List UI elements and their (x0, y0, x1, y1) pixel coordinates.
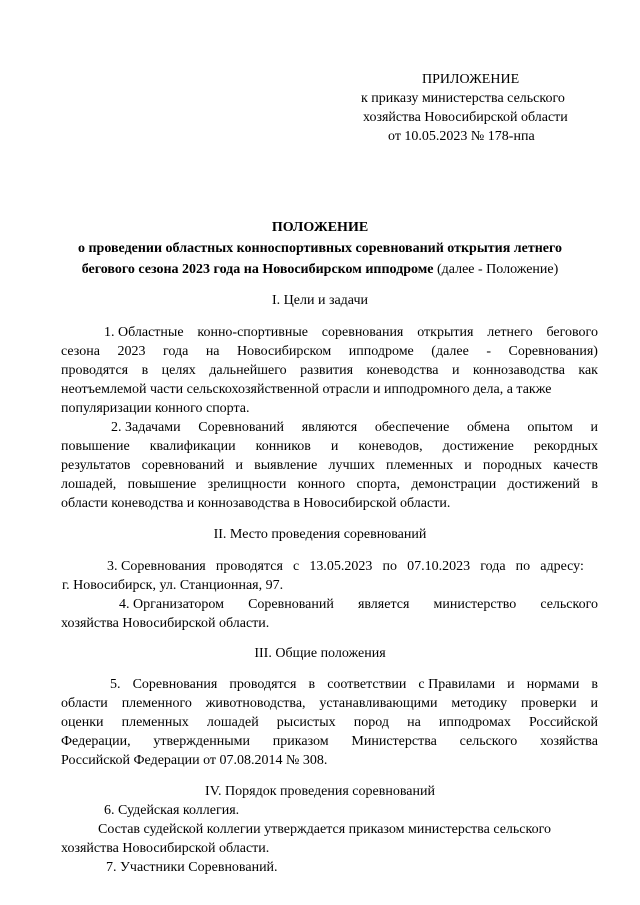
word: являются (301, 420, 358, 435)
word: Соревнования) (508, 344, 598, 359)
word: года (162, 344, 189, 359)
word: 1. Областные (104, 325, 184, 340)
word: дальнейшего (209, 363, 287, 378)
word: 13.05.2023 (309, 559, 373, 574)
word: проверки (521, 696, 577, 711)
word: Соревнований (248, 597, 334, 612)
word: Соревнования (132, 677, 218, 692)
word: проводятся (61, 363, 129, 378)
word: пород (353, 715, 389, 730)
p6-line-2: Состав судейской коллегии утверждается приказом министерства сельского (98, 822, 551, 837)
word: ипподромах (438, 715, 511, 730)
p2-line-1 (111, 420, 598, 436)
section-2-heading: II. Место проведения соревнований (213, 527, 427, 542)
p2-line-4 (61, 477, 598, 493)
word: демонстрации (411, 477, 497, 492)
section-3-heading: III. Общие положения (254, 646, 386, 661)
word: племенных (385, 458, 454, 473)
word: соревнования (321, 325, 404, 340)
word: проводятся (215, 559, 283, 574)
word: 2. Задачами (111, 420, 181, 435)
word: проводятся (229, 677, 297, 692)
word: приказом (272, 734, 329, 749)
word: и (235, 458, 243, 473)
word: как (578, 363, 598, 378)
word: зрелищности (207, 477, 287, 492)
p6-line-3: хозяйства Новосибирской области. (61, 841, 270, 856)
appendix-line-1: к приказу министерства сельского (361, 91, 565, 106)
word: нормами (526, 677, 580, 692)
appendix-title: ПРИЛОЖЕНИЕ (422, 72, 520, 87)
word: рекордных (533, 439, 598, 454)
p5-line-2 (61, 696, 598, 712)
word: является (357, 597, 410, 612)
word: 3. Соревнования (107, 559, 206, 574)
word: конно-спортивные (197, 325, 308, 340)
word: открытия (417, 325, 474, 340)
word: лошадей (206, 715, 259, 730)
appendix-line-3: от 10.05.2023 № 178-нпа (388, 129, 535, 144)
word: и (507, 677, 515, 692)
document-subtitle-2-bold: бегового сезона 2023 года на Новосибирском ипподроме (81, 262, 434, 277)
word: опытом (527, 420, 573, 435)
word: устанавливающими (319, 696, 438, 711)
word: утвержденными (153, 734, 251, 749)
p3-line-1 (107, 559, 584, 575)
p4-line-2: хозяйства Новосибирской области. (61, 616, 270, 631)
p1-line-3 (61, 363, 598, 379)
word: Новосибирском (237, 344, 332, 359)
word: достижений (507, 477, 581, 492)
word: бегового (546, 325, 598, 340)
p2-line-3 (61, 458, 598, 474)
p2-line-5: области коневодства и коннозаводства в Новосибирской области. (61, 496, 451, 511)
word: конного (297, 477, 346, 492)
p1-line-4: неотъемлемой части сельскохозяйственной отрасли и ипподромного дела, а также (61, 382, 552, 397)
word: и (330, 439, 339, 454)
p1-line-1 (104, 325, 598, 341)
word: сельского (540, 597, 598, 612)
word: лошадей, (61, 477, 117, 492)
word: с (293, 559, 300, 574)
word: коневодства (366, 363, 439, 378)
p6-line-4: 7. Участники Соревнований. (106, 860, 278, 875)
word: племенного (121, 696, 192, 711)
p1-line-2 (61, 344, 598, 360)
word: племенных (121, 715, 189, 730)
word: 5. (110, 677, 121, 692)
word: коннозаводства (472, 363, 565, 378)
word: (далее (431, 344, 469, 359)
word: сезона (61, 344, 100, 359)
p5-line-5: Российской Федерации от 07.08.2014 № 308. (61, 753, 328, 768)
word: развития (300, 363, 354, 378)
word: конников (255, 439, 311, 454)
document-subtitle-1: о проведении областных конноспортивных соревнований открытия летнего (77, 241, 563, 256)
word: и (464, 458, 472, 473)
word: - (486, 344, 492, 359)
word: целях (161, 363, 196, 378)
word: в (141, 363, 149, 378)
word: 07.10.2023 (407, 559, 471, 574)
p5-line-4 (61, 734, 598, 750)
word: адресу: (540, 559, 584, 574)
word: по (382, 559, 397, 574)
p2-line-2 (61, 439, 598, 455)
word: области (61, 696, 108, 711)
word: с Правилами (418, 677, 496, 692)
word: и (590, 420, 598, 435)
section-4-heading: IV. Порядок проведения соревнований (205, 784, 435, 799)
word: и (451, 363, 460, 378)
word: достижение (442, 439, 514, 454)
word: породных (482, 458, 543, 473)
word: на (407, 715, 421, 730)
word: соревнований (141, 458, 225, 473)
word: 4. Организатором (119, 597, 224, 612)
p5-line-1 (110, 677, 598, 693)
word: в (308, 677, 316, 692)
word: качеств (553, 458, 598, 473)
word: квалификации (149, 439, 236, 454)
document-subtitle-2-rest: (далее - Положение) (433, 262, 559, 277)
p6-line-1: 6. Судейская коллегия. (104, 803, 240, 818)
word: министерство (433, 597, 517, 612)
word: Федерации, (61, 734, 131, 749)
word: коневодов, (358, 439, 423, 454)
word: сельского (459, 734, 518, 749)
word: соответствии (327, 677, 407, 692)
word: на (205, 344, 220, 359)
word: рысистых (276, 715, 336, 730)
word: летнего (487, 325, 533, 340)
word: 2023 (117, 344, 146, 359)
word: и (590, 696, 598, 711)
p1-line-5: популяризации конного спорта. (61, 401, 250, 416)
p4-line-1 (119, 597, 598, 613)
word: в (591, 677, 598, 692)
word: Министерства (351, 734, 437, 749)
word: обеспечение (374, 420, 450, 435)
p5-line-3 (61, 715, 598, 731)
word: оценки (61, 715, 104, 730)
word: повышение (61, 439, 130, 454)
word: обмена (467, 420, 510, 435)
word: ипподроме (348, 344, 414, 359)
word: Российской (528, 715, 598, 730)
word: хозяйства (540, 734, 598, 749)
word: выявление (254, 458, 318, 473)
word: в (591, 477, 598, 492)
word: Соревнований (198, 420, 285, 435)
word: животноводства, (205, 696, 306, 711)
word: по (515, 559, 531, 574)
word: повышение (127, 477, 197, 492)
section-1-heading: I. Цели и задачи (271, 293, 368, 308)
word: года (480, 559, 506, 574)
word: лучших (328, 458, 375, 473)
word: спорта, (356, 477, 400, 492)
appendix-line-2: хозяйства Новосибирской области (363, 110, 568, 125)
document-subtitle-2 (0, 262, 640, 278)
document-title: ПОЛОЖЕНИЕ (271, 220, 369, 235)
word: результатов (61, 458, 131, 473)
word: методику (451, 696, 508, 711)
p3-line-2: г. Новосибирск, ул. Станционная, 97. (62, 578, 284, 593)
